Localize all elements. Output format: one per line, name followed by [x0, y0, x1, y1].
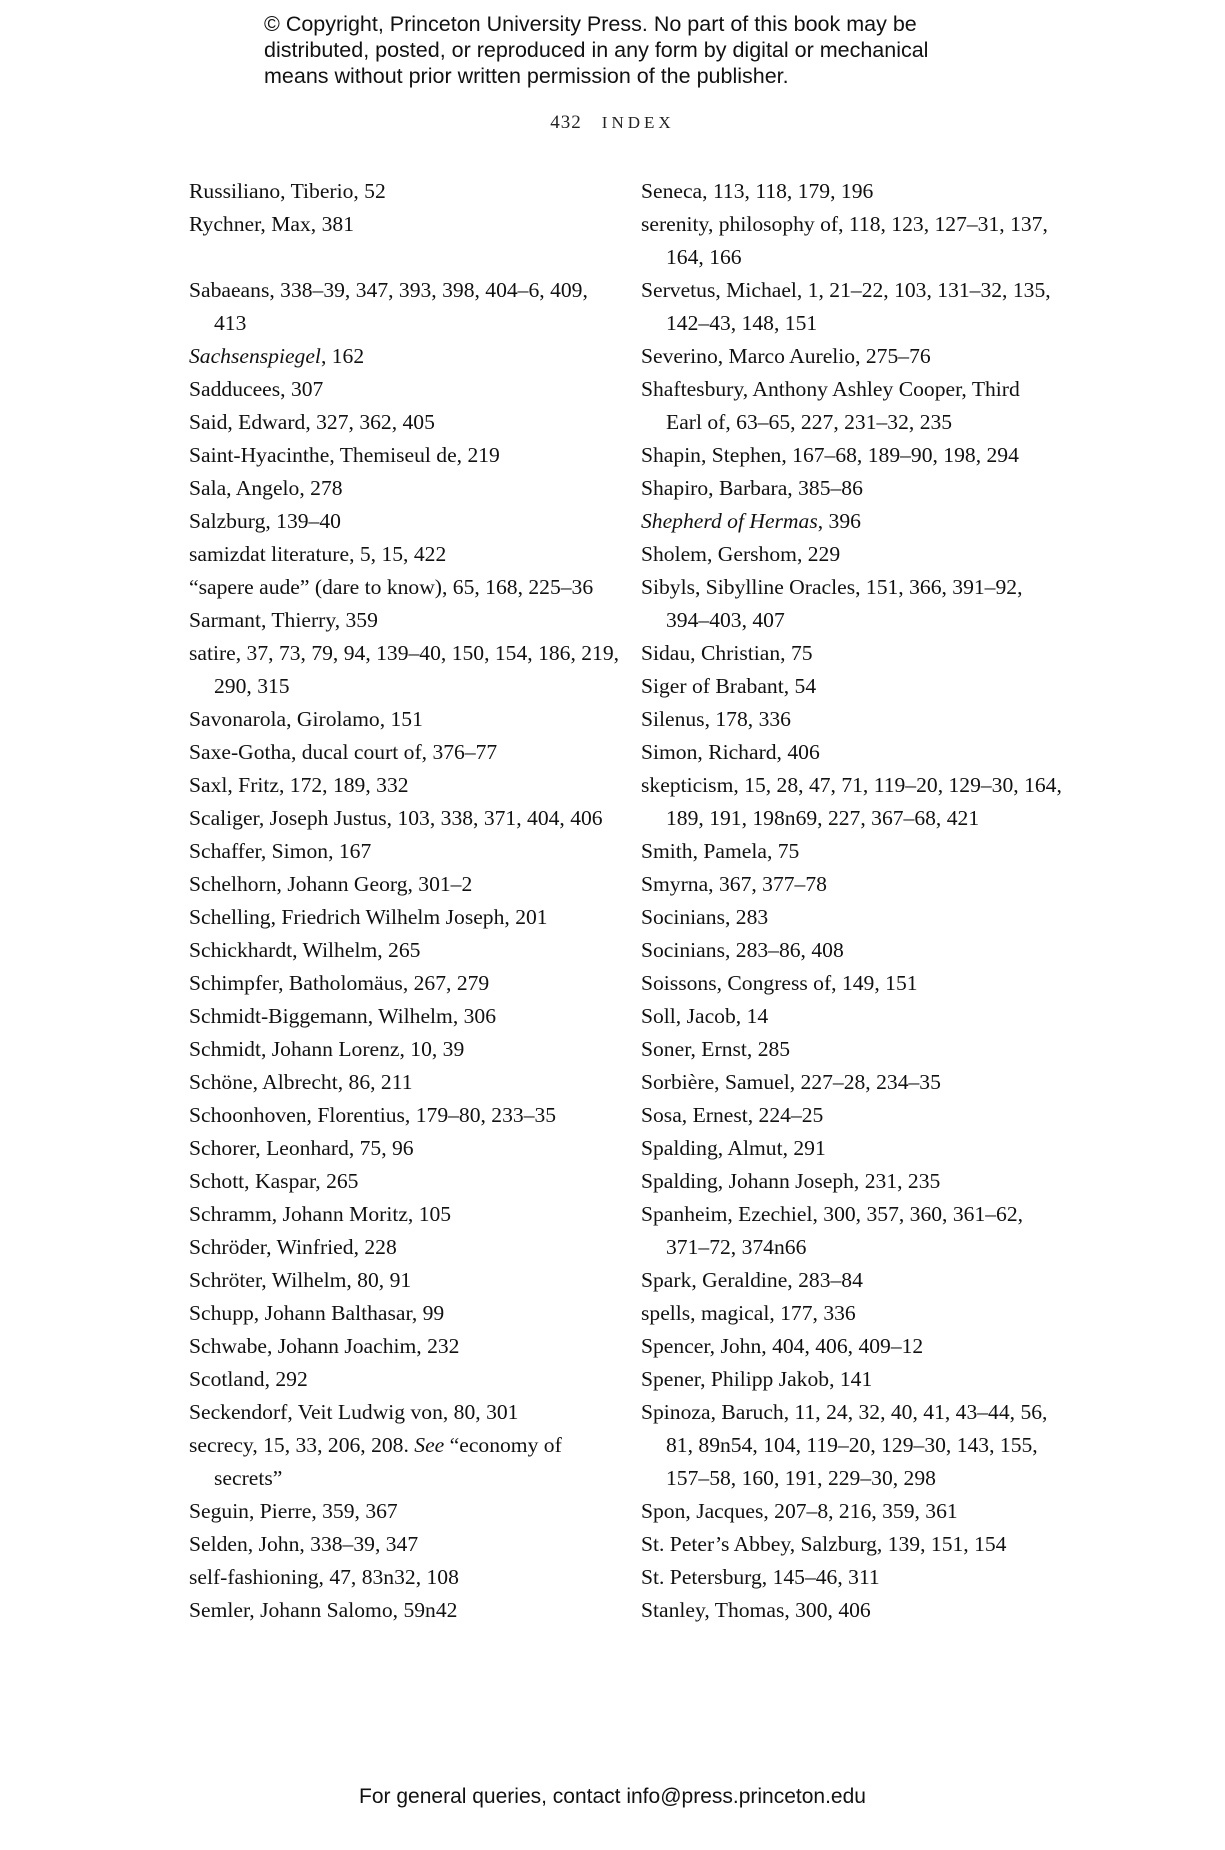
index-entry: “sapere aude” (dare to know), 65, 168, 225–36 [189, 575, 594, 599]
index-entry: Sachsenspiegel, 162 [189, 344, 365, 368]
index-entry: Sorbière, Samuel, 227–28, 234–35 [641, 1070, 941, 1094]
index-entry: Schmidt, Johann Lorenz, 10, 39 [189, 1037, 465, 1061]
index-entry: Spalding, Almut, 291 [641, 1136, 826, 1160]
index-entry: Seckendorf, Veit Ludwig von, 80, 301 [189, 1400, 519, 1424]
index-entry: Shaftesbury, Anthony Ashley Cooper, Third Earl of, 63–65, 227, 231–32, 235 [641, 377, 1020, 434]
index-entry: Siger of Brabant, 54 [641, 674, 817, 698]
index-entry: Scotland, 292 [189, 1367, 308, 1391]
index-entry: Socinians, 283 [641, 905, 769, 929]
letter-gap [189, 241, 609, 274]
index-entry: Saint-Hyacinthe, Themiseul de, 219 [189, 443, 500, 467]
index-entry: Spark, Geraldine, 283–84 [641, 1268, 863, 1292]
index-entry: Sidau, Christian, 75 [641, 641, 813, 665]
index-entry: Schelhorn, Johann Georg, 301–2 [189, 872, 473, 896]
index-entry: Semler, Johann Salomo, 59n42 [189, 1598, 458, 1622]
index-entry: Shepherd of Hermas, 396 [641, 509, 861, 533]
index-entry: Scaliger, Joseph Justus, 103, 338, 371, 404, 406 [189, 806, 603, 830]
page-number: 432 [550, 112, 582, 133]
index-entry: Schöne, Albrecht, 86, 211 [189, 1070, 413, 1094]
index-entry: St. Peter’s Abbey, Salzburg, 139, 151, 154 [641, 1532, 1007, 1556]
index-entry: Servetus, Michael, 1, 21–22, 103, 131–32, 135, 142–43, 148, 151 [641, 278, 1051, 335]
index-entry: Shapin, Stephen, 167–68, 189–90, 198, 294 [641, 443, 1019, 467]
index-entry: Seguin, Pierre, 359, 367 [189, 1499, 398, 1523]
index-entry: Silenus, 178, 336 [641, 707, 791, 731]
index-entry: skepticism, 15, 28, 47, 71, 119–20, 129–30, 164, 189, 191, 198n69, 227, 367–68, 421 [641, 773, 1062, 830]
index-entry: Selden, John, 338–39, 347 [189, 1532, 419, 1556]
index-entry: Soner, Ernst, 285 [641, 1037, 791, 1061]
index-entry: Schröder, Winfried, 228 [189, 1235, 397, 1259]
index-entry: Soll, Jacob, 14 [641, 1004, 769, 1028]
index-entry: Soissons, Congress of, 149, 151 [641, 971, 918, 995]
index-entry: spells, magical, 177, 336 [641, 1301, 856, 1325]
index-entry: Rychner, Max, 381 [189, 212, 354, 236]
copyright-line: means without prior written permission of the publisher. [264, 64, 789, 88]
index-entry: Schoonhoven, Florentius, 179–80, 233–35 [189, 1103, 557, 1127]
index-entry: Sibyls, Sibylline Oracles, 151, 366, 391–92, 394–403, 407 [641, 575, 1023, 632]
index-entry: Socinians, 283–86, 408 [641, 938, 844, 962]
index-entry: Spon, Jacques, 207–8, 216, 359, 361 [641, 1499, 958, 1523]
section-title: INDEX [601, 113, 675, 132]
index-entry: Schott, Kaspar, 265 [189, 1169, 359, 1193]
index-entry: Schaffer, Simon, 167 [189, 839, 372, 863]
copyright-notice [264, 11, 984, 89]
index-entry: Schorer, Leonhard, 75, 96 [189, 1136, 414, 1160]
index-entry: Spalding, Johann Joseph, 231, 235 [641, 1169, 941, 1193]
index-entry: Saxl, Fritz, 172, 189, 332 [189, 773, 409, 797]
index-entry: Smyrna, 367, 377–78 [641, 872, 827, 896]
copyright-line: © Copyright, Princeton University Press. No part of this book may be [264, 12, 917, 36]
index-entry: Schupp, Johann Balthasar, 99 [189, 1301, 445, 1325]
index-entry: Schmidt-Biggemann, Wilhelm, 306 [189, 1004, 497, 1028]
index-entry: Schimpfer, Batholomäus, 267, 279 [189, 971, 490, 995]
index-entry: Saxe-Gotha, ducal court of, 376–77 [189, 740, 498, 764]
index-entry: Sholem, Gershom, 229 [641, 542, 841, 566]
index-column-left [189, 175, 620, 1627]
index-entry: satire, 37, 73, 79, 94, 139–40, 150, 154, 186, 219, 290, 315 [189, 641, 620, 698]
index-entry: Shapiro, Barbara, 385–86 [641, 476, 863, 500]
index-column-right [641, 175, 1081, 1627]
index-entry: Stanley, Thomas, 300, 406 [641, 1598, 871, 1622]
index-entry: Schramm, Johann Moritz, 105 [189, 1202, 452, 1226]
index-entry: Salzburg, 139–40 [189, 509, 341, 533]
index-entry: St. Petersburg, 145–46, 311 [641, 1565, 880, 1589]
index-entry: self-fashioning, 47, 83n32, 108 [189, 1565, 459, 1589]
running-head [0, 112, 1225, 134]
index-entry: Schwabe, Johann Joachim, 232 [189, 1334, 460, 1358]
index-entry: serenity, philosophy of, 118, 123, 127–31, 137, 164, 166 [641, 212, 1048, 269]
index-entry: Spanheim, Ezechiel, 300, 357, 360, 361–62, 371–72, 374n66 [641, 1202, 1024, 1259]
index-entry: Schelling, Friedrich Wilhelm Joseph, 201 [189, 905, 548, 929]
index-entry: Schickhardt, Wilhelm, 265 [189, 938, 421, 962]
index-entry: Said, Edward, 327, 362, 405 [189, 410, 435, 434]
copyright-line: distributed, posted, or reproduced in any form by digital or mechanical [264, 38, 929, 62]
index-entry: Spencer, John, 404, 406, 409–12 [641, 1334, 924, 1358]
index-entry: Spener, Philipp Jakob, 141 [641, 1367, 873, 1391]
footer-contact: For general queries, contact info@press.princeton.edu [359, 1785, 866, 1808]
index-entry: Sarmant, Thierry, 359 [189, 608, 378, 632]
index-entry: Sala, Angelo, 278 [189, 476, 343, 500]
index-entry: Severino, Marco Aurelio, 275–76 [641, 344, 931, 368]
index-entry: Smith, Pamela, 75 [641, 839, 800, 863]
index-entry: samizdat literature, 5, 15, 422 [189, 542, 447, 566]
index-entry: Sosa, Ernest, 224–25 [641, 1103, 824, 1127]
index-entry: Schröter, Wilhelm, 80, 91 [189, 1268, 412, 1292]
index-entry: Spinoza, Baruch, 11, 24, 32, 40, 41, 43–44, 56, 81, 89n54, 104, 119–20, 129–30, 143, 155, 157–58, 160, 191, 229–30, 298 [641, 1400, 1048, 1490]
index-entry: Simon, Richard, 406 [641, 740, 820, 764]
index-entry: Sabaeans, 338–39, 347, 393, 398, 404–6, 409, 413 [189, 278, 588, 335]
index-entry: Russiliano, Tiberio, 52 [189, 179, 386, 203]
index-entry: Savonarola, Girolamo, 151 [189, 707, 423, 731]
index-entry: secrecy, 15, 33, 206, 208. See “economy of secrets” [189, 1433, 562, 1490]
index-entry: Sadducees, 307 [189, 377, 324, 401]
index-entry: Seneca, 113, 118, 179, 196 [641, 179, 874, 203]
